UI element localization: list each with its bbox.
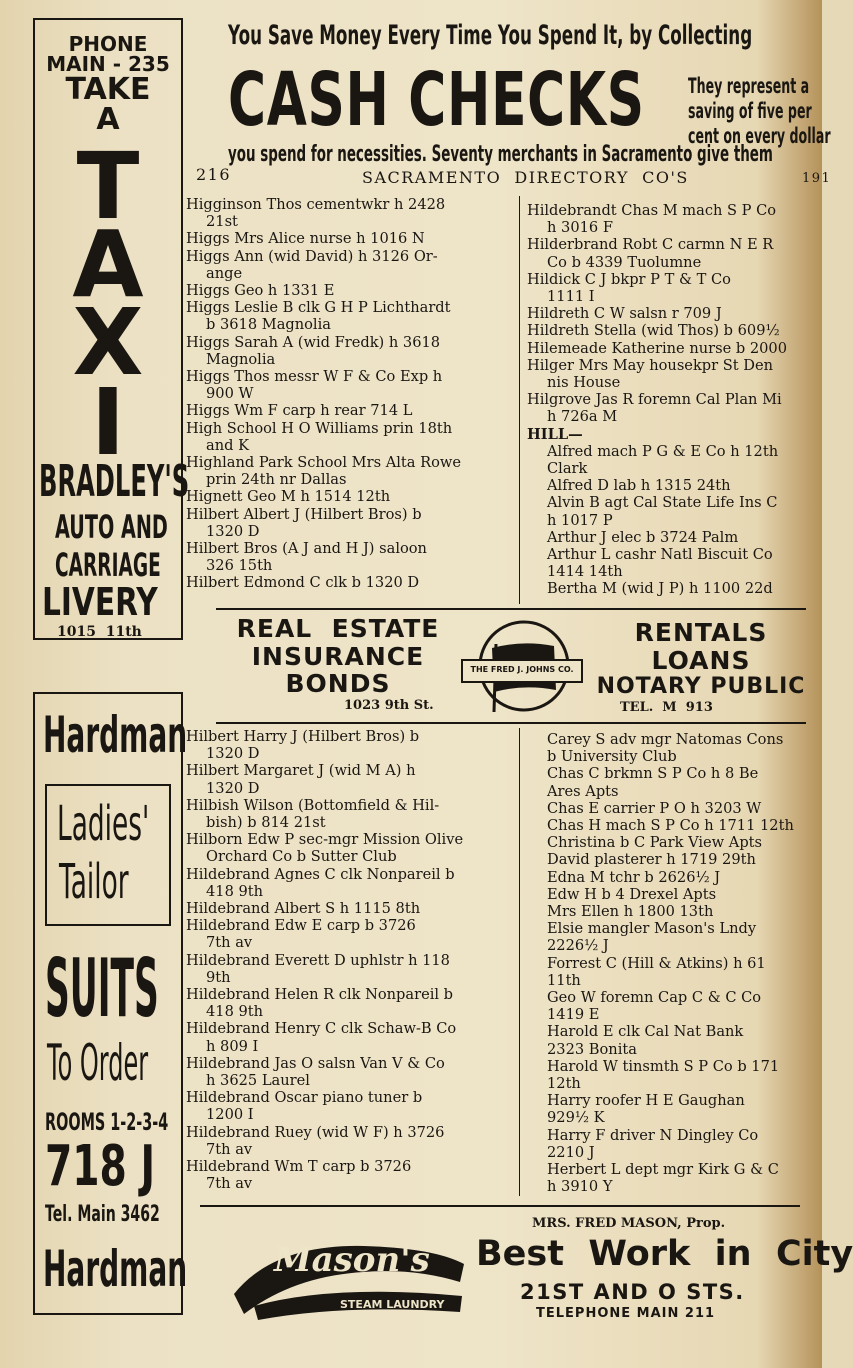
entry-line: bish) b 814 21st — [206, 814, 326, 832]
taxi-address: 1015 11th — [57, 624, 142, 640]
entry-line: Herbert L dept mgr Kirk G & C — [547, 1161, 779, 1179]
entry-line: 1419 E — [547, 1006, 600, 1024]
directory-entry: Hildebrand Wm T carp b 3726 — [186, 1158, 412, 1176]
directory-entry: Hildebrandt Chas M mach S P Co — [527, 202, 777, 219]
cash-checks-side2: saving of five per — [688, 99, 812, 123]
directory-entry: Hildebrand Jas O salsn Van V & Co — [186, 1054, 445, 1072]
entry-line: Ares Apts — [547, 782, 619, 800]
directory-entry: Higgs Thos messr W F & Co Exp h — [186, 368, 443, 386]
hardman-name-top: Hardman — [43, 706, 188, 764]
taxi-letter-t: T — [76, 133, 140, 240]
entry-line: ange — [206, 264, 243, 282]
directory-entry: Higgs Ann (wid David) h 3126 Or- — [186, 247, 438, 265]
entry-line: Edna M tchr b 2626½ J — [547, 868, 721, 886]
cash-checks-ad — [224, 14, 831, 167]
entry-line: 2323 Bonita — [547, 1040, 637, 1058]
entry-line: Harold W tinsmth S P Co b 171 — [547, 1057, 780, 1075]
laundry-ad — [200, 1208, 853, 1338]
to-order-label: To Order — [47, 1034, 149, 1092]
loans-label: LOANS — [651, 646, 751, 675]
entry-line: Forrest C (Hill & Atkins) h 61 — [547, 954, 766, 972]
cash-checks-side1: They represent a — [688, 74, 810, 98]
entry-line: 9th — [206, 968, 231, 986]
directory-entry: Hilbert Bros (A J and H J) saloon — [186, 540, 427, 558]
tailor-label: Tailor — [59, 854, 129, 910]
entry-line: h 726a M — [547, 408, 618, 426]
entry-line: Elsie mangler Mason's Lndy — [547, 920, 757, 938]
section-heading: HILL— — [527, 425, 583, 443]
cash-checks-line1: You Save Money Every Time You Spend It, by Collecting — [228, 20, 753, 51]
rentals-label: RENTALS — [634, 618, 768, 647]
entries-column-3 — [186, 728, 516, 1192]
directory-entry: Hilderbrand Robt C carmn N E R — [527, 236, 774, 254]
entry-line: 2210 J — [547, 1143, 595, 1161]
entry-line: Harry roofer H E Gaughan — [547, 1092, 745, 1110]
column-divider-bottom — [519, 728, 520, 1196]
taxi-auto: AUTO AND — [55, 508, 168, 546]
realestate-line3: BONDS — [285, 669, 391, 698]
masons-logo-sub: STEAM LAUNDRY — [340, 1298, 445, 1311]
entry-line: Christina b C Park View Apts — [547, 834, 763, 852]
cash-checks-big: CASH CHECKS — [228, 57, 645, 143]
taxi-ad — [33, 18, 190, 640]
rooms-label: ROOMS 1-2-3-4 — [45, 1108, 169, 1136]
entry-line: Magnolia — [206, 350, 276, 368]
logo-text: THE FRED J. JOHNS CO. — [470, 665, 574, 674]
directory-entry: Hilbish Wilson (Bottomfield & Hil- — [186, 796, 440, 814]
entry-line: Harold E clk Cal Nat Bank — [547, 1023, 744, 1041]
laundry-address: 21ST AND O STS. — [520, 1280, 745, 1304]
address-number: 718 J — [45, 1134, 156, 1199]
hardman-ad — [33, 692, 188, 1315]
suits-label: SUITS — [45, 942, 159, 1035]
entry-line: Co b 4339 Tuolumne — [547, 253, 702, 271]
entry-line: Carey S adv mgr Natomas Cons — [547, 731, 784, 748]
directory-entry: Hilbert Edmond C clk b 1320 D — [186, 574, 420, 592]
entry-line: h 3625 Laurel — [206, 1072, 310, 1090]
laundry-proprietor: MRS. FRED MASON, Prop. — [532, 1216, 726, 1231]
cash-checks-line3: you spend for necessities. Seventy merchants in Sacramento give them — [228, 142, 773, 167]
notary-label: NOTARY PUBLIC — [596, 674, 806, 699]
entry-line: Mrs Ellen h 1800 13th — [547, 903, 714, 921]
entry-line: Geo W foremn Cap C & C Co — [547, 989, 762, 1007]
entry-line: 12th — [547, 1075, 581, 1093]
directory-entry: Higgs Sarah A (wid Fredk) h 3618 — [186, 333, 441, 351]
directory-entry: Higgs Wm F carp h rear 714 L — [186, 402, 413, 420]
entries-column-1 — [186, 196, 516, 592]
entry-line: 418 9th — [206, 1003, 264, 1021]
entry-line: 1200 I — [206, 1106, 254, 1124]
entries-column-2 — [527, 202, 822, 598]
entry-line: Edw H b 4 Drexel Apts — [547, 885, 717, 903]
directory-entry: Hilborn Edw P sec-mgr Mission Olive — [186, 831, 464, 849]
taxi-bradley: BRADLEY'S — [39, 456, 190, 507]
laundry-top-rule — [200, 1205, 800, 1207]
directory-entry: Higginson Thos cementwkr h 2428 — [186, 196, 446, 213]
entry-line: and K — [206, 436, 249, 454]
entry-line: 326 15th — [206, 557, 273, 575]
cash-checks-side3: cent on every dollar — [688, 124, 831, 148]
entry-line: 418 9th — [206, 882, 264, 900]
entry-line: Bertha M (wid J P) h 1100 22d — [547, 580, 773, 598]
entry-line: b University Club — [547, 748, 677, 766]
entry-line: 1320 D — [206, 522, 260, 540]
masons-logo — [214, 1224, 470, 1322]
page-number: 216 — [196, 165, 232, 184]
entry-line: b 3618 Magnolia — [206, 316, 331, 334]
entry-line: Arthur L cashr Natl Biscuit Co — [547, 546, 773, 564]
entry-line: Chas C brkmn S P Co h 8 Be — [547, 765, 759, 783]
masons-logo-text: Mason's — [274, 1240, 430, 1280]
taxi-letter-x: X — [72, 289, 144, 396]
entry-line: Chas H mach S P Co h 1711 12th — [547, 817, 794, 835]
taxi-main: MAIN - 235 — [46, 52, 170, 76]
taxi-phone: PHONE — [68, 32, 148, 56]
entry-line: 2226½ J — [547, 937, 609, 955]
directory-entry: Hildebrand Everett D uphlstr h 118 — [186, 951, 450, 969]
directory-entry: Hildreth C W salsn r 709 J — [527, 305, 722, 323]
entries-column-4 — [527, 731, 822, 1195]
directory-entry: Hildick C J bkpr P T & T Co — [527, 270, 731, 288]
entry-line: 1111 I — [547, 288, 595, 306]
entry-line: Arthur J elec b 3724 Palm — [547, 528, 739, 546]
column-divider-top — [519, 196, 520, 604]
realestate-address: 1023 9th St. — [344, 698, 434, 713]
directory-entry: Hignett Geo M h 1514 12th — [186, 488, 391, 506]
taxi-livery: LIVERY — [42, 580, 158, 624]
realestate-top-rule — [216, 608, 806, 610]
directory-entry: Hildebrand Albert S h 1115 8th — [186, 900, 421, 918]
directory-entry: Hildreth Stella (wid Thos) b 609½ — [527, 322, 780, 340]
entry-line: h 3910 Y — [547, 1178, 613, 1196]
running-header — [196, 165, 832, 191]
laundry-telephone: TELEPHONE MAIN 211 — [536, 1306, 716, 1321]
directory-title: SACRAMENTO DIRECTORY CO'S — [362, 168, 689, 187]
directory-entry: Highland Park School Mrs Alta Rowe — [186, 454, 462, 472]
header-year: 191 — [802, 171, 832, 186]
hardman-name-bottom: Hardman — [43, 1240, 188, 1298]
directory-entry: Hildebrand Edw E carp b 3726 — [186, 917, 416, 935]
ladies-tailor-box — [45, 784, 171, 926]
entry-line: 7th av — [206, 1175, 253, 1193]
directory-entry: Higgs Mrs Alice nurse h 1016 N — [186, 230, 425, 248]
entry-line: 7th av — [206, 1140, 253, 1158]
directory-entry: Hildebrand Helen R clk Nonpareil b — [186, 986, 454, 1004]
realestate-tel: TEL. M 913 — [620, 700, 713, 715]
taxi-letter-a: A — [72, 211, 144, 318]
directory-entry: Hildebrand Agnes C clk Nonpareil b — [186, 865, 455, 883]
directory-entry: Hilemeade Katherine nurse b 2000 — [527, 339, 787, 357]
taxi-letter-i: I — [90, 369, 126, 476]
entry-line: Alfred D lab h 1315 24th — [547, 477, 731, 495]
directory-entry: Hilbert Margaret J (wid M A) h — [186, 762, 416, 780]
entry-line: 7th av — [206, 934, 253, 952]
entry-line: 1320 D — [206, 779, 260, 797]
entry-line: Alfred mach P G & E Co h 12th — [547, 442, 779, 460]
entry-line: prin 24th nr Dallas — [206, 471, 347, 489]
directory-entry: Hildebrand Oscar piano tuner b — [186, 1089, 423, 1107]
entry-line: 11th — [547, 971, 581, 989]
entry-line: 900 W — [206, 385, 254, 403]
ladies-label: Ladies' — [57, 796, 150, 852]
directory-entry: High School H O Williams prin 18th — [186, 419, 453, 437]
realestate-ad — [200, 612, 822, 722]
laundry-slogan: Best Work in City — [476, 1234, 853, 1274]
entry-line: h 809 I — [206, 1037, 259, 1055]
directory-entry: Higgs Leslie B clk G H P Lichthardt — [186, 299, 451, 317]
entry-line: 1414 14th — [547, 563, 623, 581]
directory-entry: Hildebrand Ruey (wid W F) h 3726 — [186, 1123, 445, 1141]
directory-entry: Hilgrove Jas R foremn Cal Plan Mi — [527, 391, 782, 409]
entry-line: 1320 D — [206, 745, 260, 763]
entry-line: nis House — [547, 374, 621, 392]
entry-line: h 3016 F — [547, 219, 613, 237]
entry-line: h 1017 P — [547, 511, 613, 529]
entry-line: Chas E carrier P O h 3203 W — [547, 799, 762, 817]
entry-line: 929½ K — [547, 1109, 605, 1127]
directory-entry: Higgs Geo h 1331 E — [186, 282, 335, 300]
taxi-take: TAKE — [65, 72, 151, 107]
entry-line: 21st — [206, 213, 238, 231]
realestate-bottom-rule — [216, 722, 806, 724]
realestate-line1: REAL ESTATE — [236, 614, 440, 643]
entry-line: Clark — [547, 460, 588, 478]
taxi-carriage: CARRIAGE — [55, 546, 161, 584]
directory-entry: Hildebrand Henry C clk Schaw-B Co — [186, 1020, 457, 1038]
directory-entry: Hilbert Harry J (Hilbert Bros) b — [186, 728, 420, 745]
entry-line: David plasterer h 1719 29th — [547, 851, 756, 869]
fred-johns-logo — [462, 618, 582, 716]
directory-entry: Hilger Mrs May housekpr St Den — [527, 356, 773, 374]
directory-entry: Hilbert Albert J (Hilbert Bros) b — [186, 505, 422, 523]
hardman-tel: Tel. Main 3462 — [45, 1202, 160, 1227]
entry-line: Orchard Co b Sutter Club — [206, 848, 397, 866]
entry-line: Alvin B agt Cal State Life Ins C — [547, 494, 778, 512]
entry-line: Harry F driver N Dingley Co — [547, 1126, 759, 1144]
taxi-a: A — [96, 102, 120, 137]
realestate-line2: INSURANCE — [251, 642, 425, 671]
